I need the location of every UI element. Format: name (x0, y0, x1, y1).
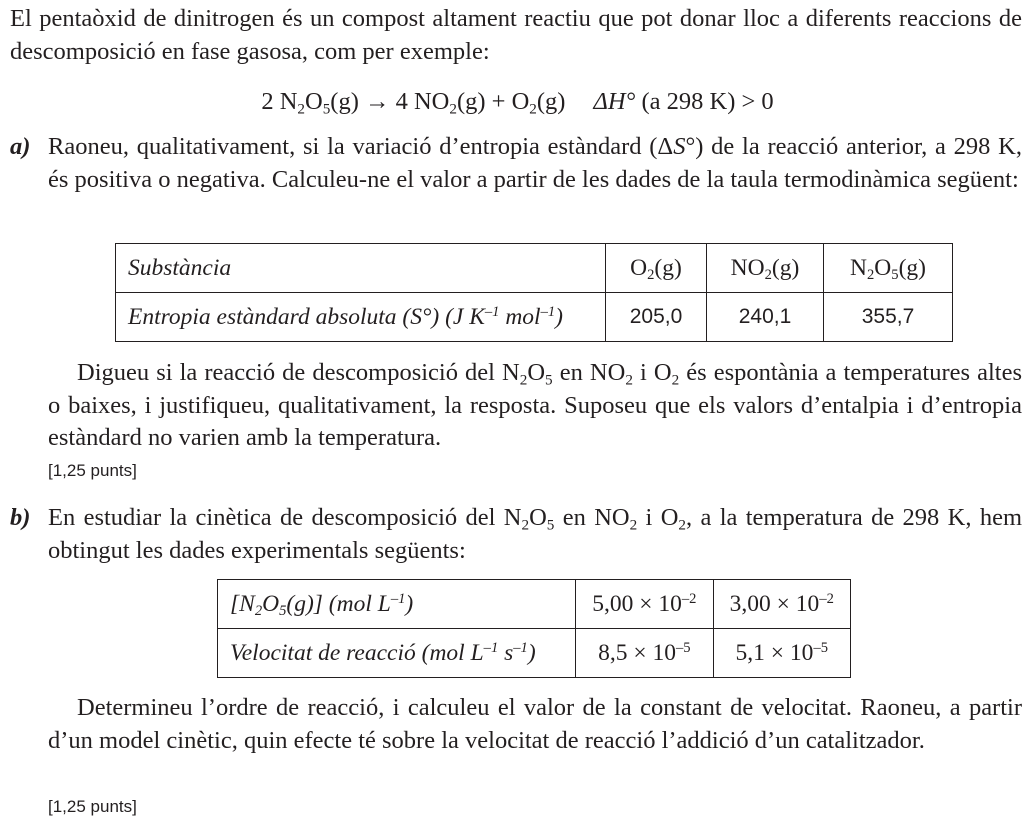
table-header-cell: $O_2(g)$ (606, 244, 707, 293)
table-header-cell: $N_2O_5(g)$ (824, 244, 953, 293)
table-header-cell: $NO_2(g)$ (707, 244, 824, 293)
part-a-points: [1,25 punts] (48, 461, 137, 480)
table-row (218, 629, 851, 678)
table-row (116, 244, 953, 293)
part-b-points: [1,25 punts] (48, 797, 137, 816)
kinetics-table (217, 579, 851, 678)
reaction-equation: 2 $N_2O_5(g) \to 4$ $NO_2(g) + O_2(g)$ ΔH° (a 298 K) > 0 (261, 88, 774, 118)
part-a-question-2: Digueu si la reacció de descomposició del $N_2O_5$ en $NO_2$ i $O_2$ és espontània a temperatures altes o baixes, i justifiqueu, qualitativament, la resposta. Suposeu que els valors d’entalpia i d’entropia estàndard no varien amb la temperatura. (48, 359, 1022, 451)
intro-text: El pentaòxid de dinitrogen és un compost altament reactiu que pot donar lloc a diferents reaccions de descomposició en fase gasosa, com per exemple: (10, 5, 1022, 65)
part-a-label: a) (10, 133, 31, 160)
part-b-question: En estudiar la cinètica de descomposició del $N_2O_5$ en $NO_2$ i $O_2$, a la temperatura de 298 K, hem obtingut les dades experimentals següents: (48, 504, 1023, 564)
entropy-table (115, 243, 953, 342)
table-cell: $5,1 \times 10^{-5}$ (713, 629, 850, 678)
table-cell: $5,00 \times 10^{-2}$ (576, 580, 713, 629)
table-header-cell: Substància (116, 244, 606, 293)
part-a-question: Raoneu, qualitativament, si la variació d’entropia estàndard (ΔS°) de la reacció anterior, a 298 K, és positiva o negativa. Calculeu-ne el valor a partir de les dades de la taula termodinàmica següent: (48, 133, 1022, 193)
table-row-header: $[N_2O_5(g)]$ (mol $L^{-1}$) (218, 580, 576, 629)
table-cell: $8,5 \times 10^{-5}$ (576, 629, 713, 678)
table-cell: 240,1 (707, 293, 824, 342)
table-cell: 205,0 (606, 293, 707, 342)
table-row (218, 580, 851, 629)
part-b-question-2: Determineu l’ordre de reacció, i calculeu el valor de la constant de velocitat. Raoneu, a partir d’un model cinètic, quin efecte té sobre la velocitat de reacció l’addició d’un catalitzador. (48, 694, 1022, 754)
table-row-header: Velocitat de reacció (mol $L^{-1}$ $s^{-1}$) (218, 629, 576, 678)
part-b-label: b) (10, 504, 31, 531)
table-cell: 355,7 (824, 293, 953, 342)
table-row-header: Entropia estàndard absoluta (S°) (J $K^{-1}$ mol$^{-1}$) (116, 293, 606, 342)
table-cell: $3,00 \times 10^{-2}$ (713, 580, 850, 629)
table-row (116, 293, 953, 342)
